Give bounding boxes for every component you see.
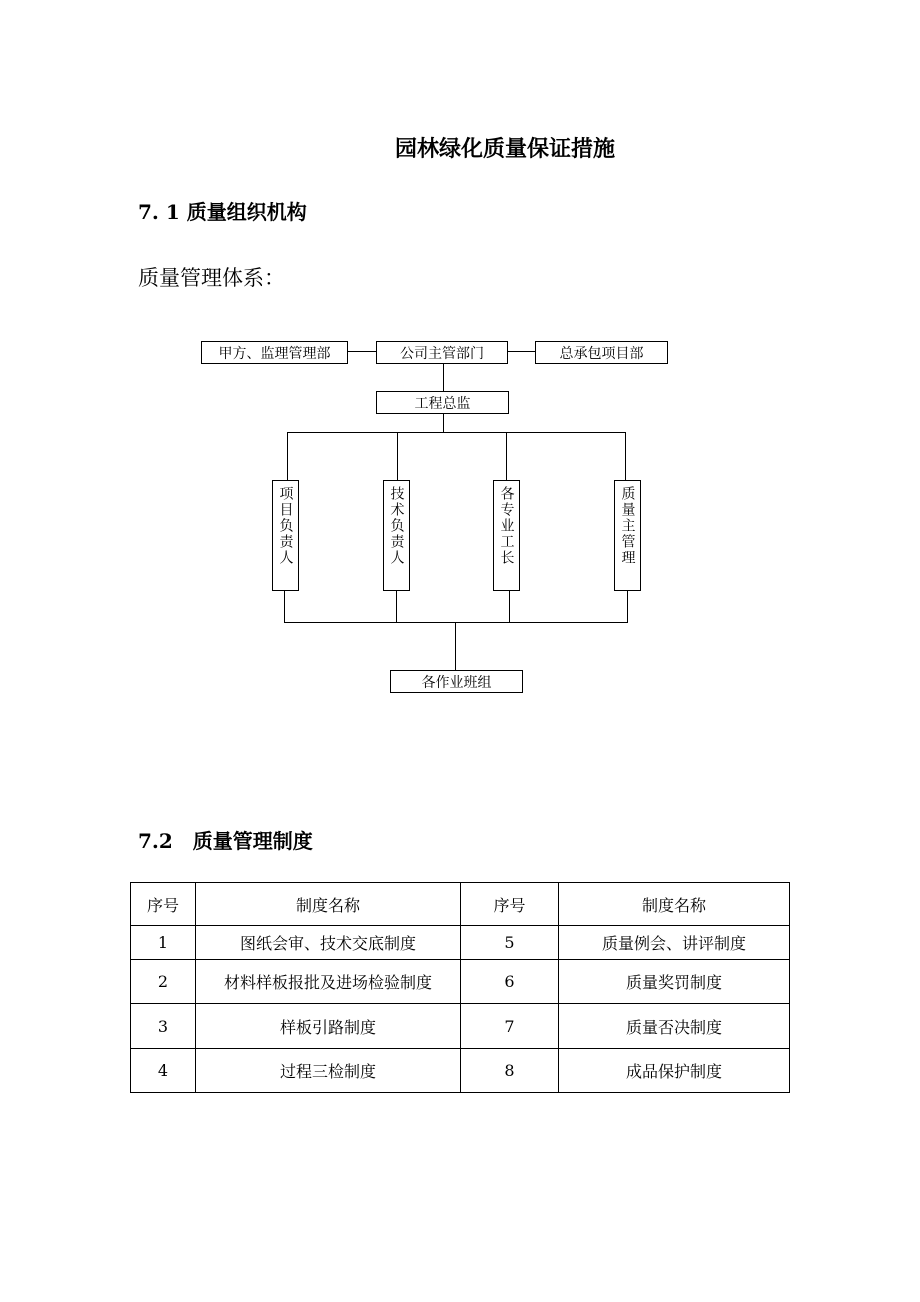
connector-line <box>509 591 510 622</box>
connector-line <box>443 413 444 432</box>
connector-line <box>348 351 376 352</box>
org-role-label: 项目负责人 <box>277 486 294 566</box>
table-cell: 5 <box>461 926 559 960</box>
table-cell: 质量例会、讲评制度 <box>559 926 790 960</box>
table-cell: 成品保护制度 <box>559 1049 790 1093</box>
org-box-teams: 各作业班组 <box>390 670 523 693</box>
connector-line <box>627 591 628 622</box>
page-title: 园林绿化质量保证措施 <box>394 136 615 162</box>
connector-line <box>287 432 288 480</box>
table-row <box>131 1004 790 1049</box>
table-cell: 7 <box>461 1004 559 1049</box>
table-cell: 2 <box>131 960 196 1004</box>
table-cell: 6 <box>461 960 559 1004</box>
connector-line <box>287 432 625 433</box>
table-cell: 质量奖罚制度 <box>559 960 790 1004</box>
table-header-cell: 序号 <box>461 883 559 926</box>
org-role-label: 各专业工长 <box>498 486 515 566</box>
org-box-company-dept: 公司主管部门 <box>376 341 508 364</box>
table-cell: 8 <box>461 1049 559 1093</box>
table-header-cell: 序号 <box>131 883 196 926</box>
table-cell: 过程三检制度 <box>196 1049 461 1093</box>
table-cell: 3 <box>131 1004 196 1049</box>
table-row <box>131 960 790 1004</box>
org-box-general-contractor: 总承包项目部 <box>535 341 668 364</box>
table-cell: 4 <box>131 1049 196 1093</box>
org-box-project-lead <box>272 480 299 591</box>
section-subtitle: 质量管理体系： <box>138 266 285 290</box>
org-box-client: 甲方、监理管理部 <box>201 341 348 364</box>
org-role-label: 技术负责人 <box>388 486 405 566</box>
table-cell: 材料样板报批及进场检验制度 <box>196 960 461 1004</box>
connector-line <box>284 622 628 623</box>
org-role-label: 质量主管理 <box>619 486 636 566</box>
table-cell: 样板引路制度 <box>196 1004 461 1049</box>
connector-line <box>508 351 535 352</box>
connector-line <box>443 363 444 391</box>
quality-rules-table <box>130 882 790 1093</box>
table-header-cell: 制度名称 <box>559 883 790 926</box>
connector-line <box>284 591 285 622</box>
table-header-row <box>131 883 790 926</box>
connector-line <box>625 432 626 480</box>
org-box-foremen <box>493 480 520 591</box>
connector-line <box>397 432 398 480</box>
connector-line <box>455 622 456 670</box>
org-box-chief-supervisor: 工程总监 <box>376 391 509 414</box>
section-heading-rules: 7.2 质量管理制度 <box>138 829 313 853</box>
table-header-cell: 制度名称 <box>196 883 461 926</box>
table-cell: 图纸会审、技术交底制度 <box>196 926 461 960</box>
org-box-technical-lead <box>383 480 410 591</box>
table-row <box>131 1049 790 1093</box>
connector-line <box>396 591 397 622</box>
connector-line <box>506 432 507 480</box>
table-row <box>131 926 790 960</box>
section-heading-org: 7. 1 质量组织机构 <box>138 200 307 224</box>
org-box-quality-manager <box>614 480 641 591</box>
table-cell: 1 <box>131 926 196 960</box>
table-cell: 质量否决制度 <box>559 1004 790 1049</box>
